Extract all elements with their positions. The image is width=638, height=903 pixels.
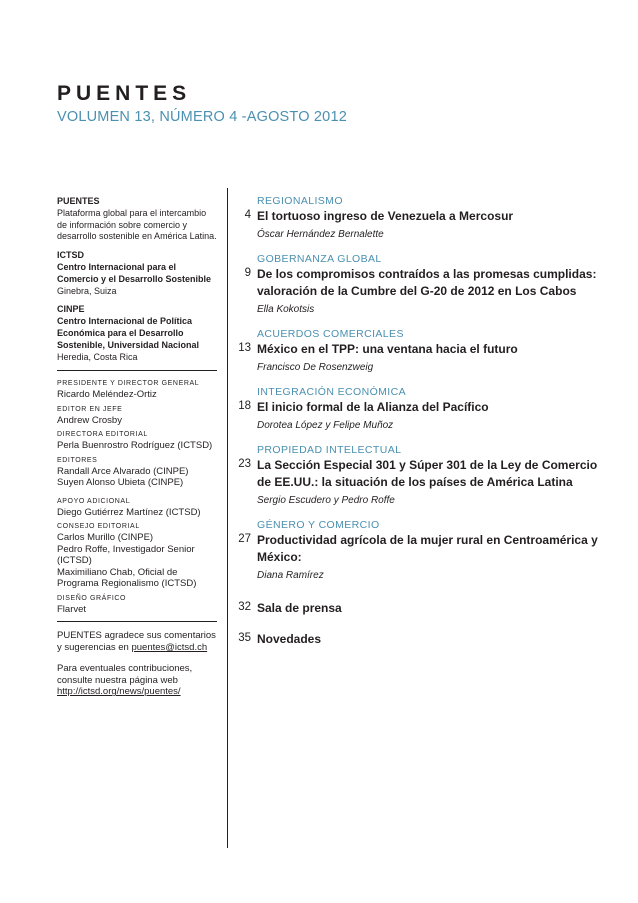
toc-author: Ella Kokotsis bbox=[257, 304, 315, 315]
website-link[interactable]: http://ictsd.org/news/puentes/ bbox=[57, 686, 181, 698]
email-link[interactable]: puentes@ictsd.ch bbox=[131, 641, 208, 653]
toc-entry[interactable] bbox=[232, 328, 612, 374]
toc-entry[interactable] bbox=[232, 519, 612, 582]
masthead bbox=[57, 83, 347, 125]
ictsd-name: ICTSD bbox=[57, 250, 84, 261]
ictsd-full-name: Centro Internacional para el Comercio y el Desarrollo Sostenible bbox=[57, 261, 212, 284]
staff-names: Carlos Murillo (CINPE) Pedro Roffe, Investigador Senior (ICTSD) Maximiliano Chab, Oficial de Programa Regionalismo (ICTSD) bbox=[57, 532, 197, 590]
toc-page: 13 bbox=[238, 342, 251, 354]
toc-author: Sergio Escudero y Pedro Roffe bbox=[257, 495, 395, 506]
toc-section: INTEGRACIÓN ECONÓMICA bbox=[257, 386, 406, 398]
publication-title: PUENTES bbox=[57, 82, 192, 105]
toc-entry[interactable] bbox=[232, 631, 612, 648]
toc-title: La Sección Especial 301 y Súper 301 de la Ley de Comercio de EE.UU.: la situación de los países de América Latina bbox=[257, 458, 598, 489]
toc-author: Dorotea López y Felipe Muñoz bbox=[257, 420, 394, 431]
toc-title: México en el TPP: una ventana hacia el futuro bbox=[257, 342, 518, 356]
toc-section: REGIONALISMO bbox=[257, 195, 343, 207]
divider bbox=[57, 370, 217, 371]
toc-entry[interactable] bbox=[232, 253, 612, 316]
staff-role: PRESIDENTE Y DIRECTOR GENERAL bbox=[57, 380, 200, 388]
puentes-description: Plataforma global para el intercambio de información sobre comercio y desarrollo sostenible en América Latina. bbox=[57, 207, 217, 242]
divider bbox=[57, 621, 217, 622]
toc-page: 32 bbox=[238, 601, 251, 613]
puentes-block bbox=[57, 196, 217, 243]
cinpe-name: CINPE bbox=[57, 304, 85, 315]
toc-entry[interactable] bbox=[232, 195, 612, 241]
staff-role: APOYO ADICIONAL bbox=[57, 497, 131, 505]
feedback-text: PUENTES agradece sus comentarios y sugerencias en bbox=[57, 630, 216, 653]
cinpe-location: Heredia, Costa Rica bbox=[57, 351, 138, 362]
toc-entry[interactable] bbox=[232, 600, 612, 617]
contribution-note bbox=[57, 663, 217, 698]
toc-author: Óscar Hernández Bernalette bbox=[257, 229, 384, 240]
toc-title: El tortuoso ingreso de Venezuela a Mercosur bbox=[257, 209, 514, 223]
toc-title: Sala de prensa bbox=[257, 601, 342, 615]
feedback-note bbox=[57, 630, 217, 653]
staff-names: Andrew Crosby bbox=[57, 414, 122, 426]
table-of-contents bbox=[232, 195, 612, 660]
toc-page: 23 bbox=[238, 458, 251, 470]
toc-page: 9 bbox=[244, 267, 251, 279]
toc-section: GÉNERO Y COMERCIO bbox=[257, 519, 380, 531]
staff-role: EDITOR EN JEFE bbox=[57, 405, 123, 413]
staff-role: DIRECTORA EDITORIAL bbox=[57, 431, 148, 439]
puentes-name: PUENTES bbox=[57, 196, 100, 206]
toc-section: PROPIEDAD INTELECTUAL bbox=[257, 444, 402, 456]
cinpe-block bbox=[57, 304, 217, 363]
toc-title: El inicio formal de la Alianza del Pacífico bbox=[257, 400, 489, 414]
toc-entry[interactable] bbox=[232, 444, 612, 507]
toc-title: Novedades bbox=[257, 632, 322, 646]
staff-names: Ricardo Meléndez-Ortiz bbox=[57, 389, 157, 401]
issue-line: VOLUMEN 13, NÚMERO 4 -AGOSTO 2012 bbox=[57, 109, 347, 125]
toc-page: 35 bbox=[238, 632, 251, 644]
toc-title: De los compromisos contraídos a las promesas cumplidas: valoración de la Cumbre del G-20 de 2012 en Los Cabos bbox=[257, 267, 597, 298]
ictsd-location: Ginebra, Suiza bbox=[57, 285, 117, 296]
toc-section: ACUERDOS COMERCIALES bbox=[257, 328, 404, 340]
contribution-text: Para eventuales contribuciones, consulte nuestra página web bbox=[57, 663, 193, 686]
toc-entry[interactable] bbox=[232, 386, 612, 432]
staff-names: Diego Gutiérrez Martínez (ICTSD) bbox=[57, 506, 201, 518]
staff-role: CONSEJO EDITORIAL bbox=[57, 523, 140, 531]
masthead-column bbox=[57, 196, 217, 705]
toc-page: 27 bbox=[238, 533, 251, 545]
toc-author: Francisco De Rosenzweig bbox=[257, 362, 374, 373]
staff-role: EDITORES bbox=[57, 456, 98, 464]
toc-title: Productividad agrícola de la mujer rural en Centroamérica y México: bbox=[257, 533, 598, 564]
toc-author: Diana Ramírez bbox=[257, 570, 324, 581]
toc-page: 4 bbox=[244, 209, 251, 221]
ictsd-block bbox=[57, 250, 217, 297]
staff-names: Flarvet bbox=[57, 603, 87, 615]
staff-list bbox=[57, 379, 217, 615]
column-divider bbox=[227, 188, 228, 848]
staff-names: Perla Buenrostro Rodríguez (ICTSD) bbox=[57, 440, 213, 452]
cinpe-full-name: Centro Internacional de Política Económica para el Desarrollo Sostenible, Universidad Nacional bbox=[57, 316, 200, 350]
toc-section: GOBERNANZA GLOBAL bbox=[257, 253, 382, 265]
staff-names: Randall Arce Alvarado (CINPE) Suyen Alonso Ubieta (CINPE) bbox=[57, 465, 189, 489]
toc-page: 18 bbox=[238, 400, 251, 412]
staff-role: DISEÑO GRÁFICO bbox=[57, 594, 127, 602]
